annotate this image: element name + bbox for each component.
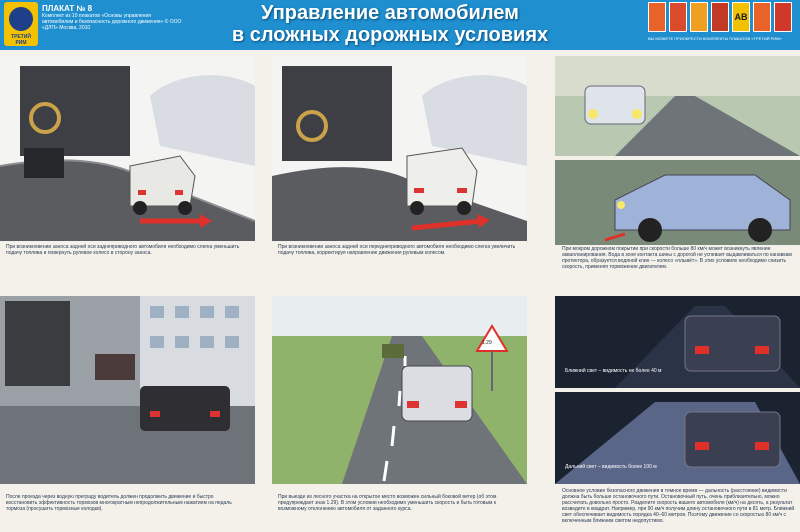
book-cover-ab: AB [732, 2, 750, 32]
far-light-illustration [555, 392, 800, 484]
warning-sign-label: 1.29 [482, 340, 492, 346]
panel-aquaplaning-wheel [555, 160, 800, 245]
plakat-info [42, 4, 182, 31]
water-crossing-illustration [0, 296, 255, 484]
series-books [648, 2, 794, 46]
book-cover-2 [669, 2, 687, 32]
title-line-2: в сложных дорожных условиях [231, 24, 549, 46]
plakat-number: ПЛАКАТ № 8 [42, 4, 93, 13]
book-cover-7 [774, 2, 792, 32]
p6-caption: Основное условие безопасного движения в темное время — дальность (расстояние) видимости должна быть больше остановочного пути. Остановочный путь, очень приблизительно, можно рассчитать довольно просто. Разделите скорость вашего автомобиля (км/ч) на десять, а результат возведите в квадрат. Например, при 90 км/ч получим длину остановочного пути в 81 метр. Ближний свет обеспечивает видимость порядка 40–60 метров. Поэтому движение со скоростью 80 км/ч с включенным ближним светом недопустимо. [562, 488, 795, 524]
p1-caption: При возникновении заноса задней оси заднеприводного автомобиля необходимо слегка уменьшить подачу топлива и повернуть рулевое колесо в сторону заноса. [6, 244, 240, 256]
panel-rwd-skid [0, 56, 255, 241]
fwd-skid-illustration [272, 56, 527, 241]
panel-crosswind [272, 296, 527, 484]
rwd-skid-illustration [0, 56, 255, 241]
series-caption: ВЫ МОЖЕТЕ ПРИОБРЕСТИ КОМПЛЕКТЫ ПЛАКАТОВ «ТРЕТИЙ РИМ» [648, 36, 782, 41]
near-light-illustration [555, 296, 800, 388]
aquaplaning-road-illustration [555, 56, 800, 156]
panel-near-light [555, 296, 800, 388]
p2-caption: При возникновении заноса задней оси переднеприводного автомобиля необходимо слегка увеличить подачу топлива, корректируя направление движения рулевым колесом. [278, 244, 516, 256]
p4-caption: После проезда через водную преграду водитель должен продолжить движение и быстро восстановить эффективность тормозов многократным непродолжительным нажатием на педаль тормоза (просушить тормозные колодки). [6, 494, 232, 512]
book-cover-1 [648, 2, 666, 32]
aquaplaning-wheel-illustration [555, 160, 800, 245]
p5-caption: При выезде из лесного участка на открытое место возможен сильный боковой ветер (об этом предупреждает знак 1.29). В этом условии необходимо уменьшить скорость и быть готовым к возможному отклонению автомобиля от заданного курса. [278, 494, 497, 512]
panel-aquaplaning-top [555, 56, 800, 156]
book-cover-6 [753, 2, 771, 32]
plakat-description: Комплект из 10 плакатов «Основы управления автомобилем и безопасность дорожного движения» © ООО «ДЛП» Москва, 2010 [42, 13, 182, 31]
poster-title [180, 2, 600, 46]
publisher-logo [4, 2, 38, 46]
panel-water-crossing [0, 296, 255, 484]
title-line-1: Управление автомобилем [261, 2, 519, 24]
book-cover-3 [690, 2, 708, 32]
logo-text: ТРЕТИЙ РИМ [11, 34, 31, 46]
near-light-label: Ближний свет – видимость не более 40 м [565, 368, 662, 374]
panel-far-light [555, 392, 800, 484]
far-light-label: Дальний свет – видимость более 100 м [565, 464, 657, 470]
crosswind-illustration [272, 296, 527, 484]
poster-header [0, 0, 800, 50]
book-cover-4 [711, 2, 729, 32]
p3-caption: При мокром дорожном покрытии при скорости больше 80 км/ч может возникнуть явление аквапланирования. Вода в зоне контакта шины с дорогой не успевает выдавливаться по канавкам протектора, образуется водяной клин — колесо «плывёт». В этих условиях необходимо снизить скорость, применяя торможение двигателем. [562, 246, 792, 270]
panel-fwd-skid [272, 56, 527, 241]
logo-emblem-icon [9, 7, 33, 31]
